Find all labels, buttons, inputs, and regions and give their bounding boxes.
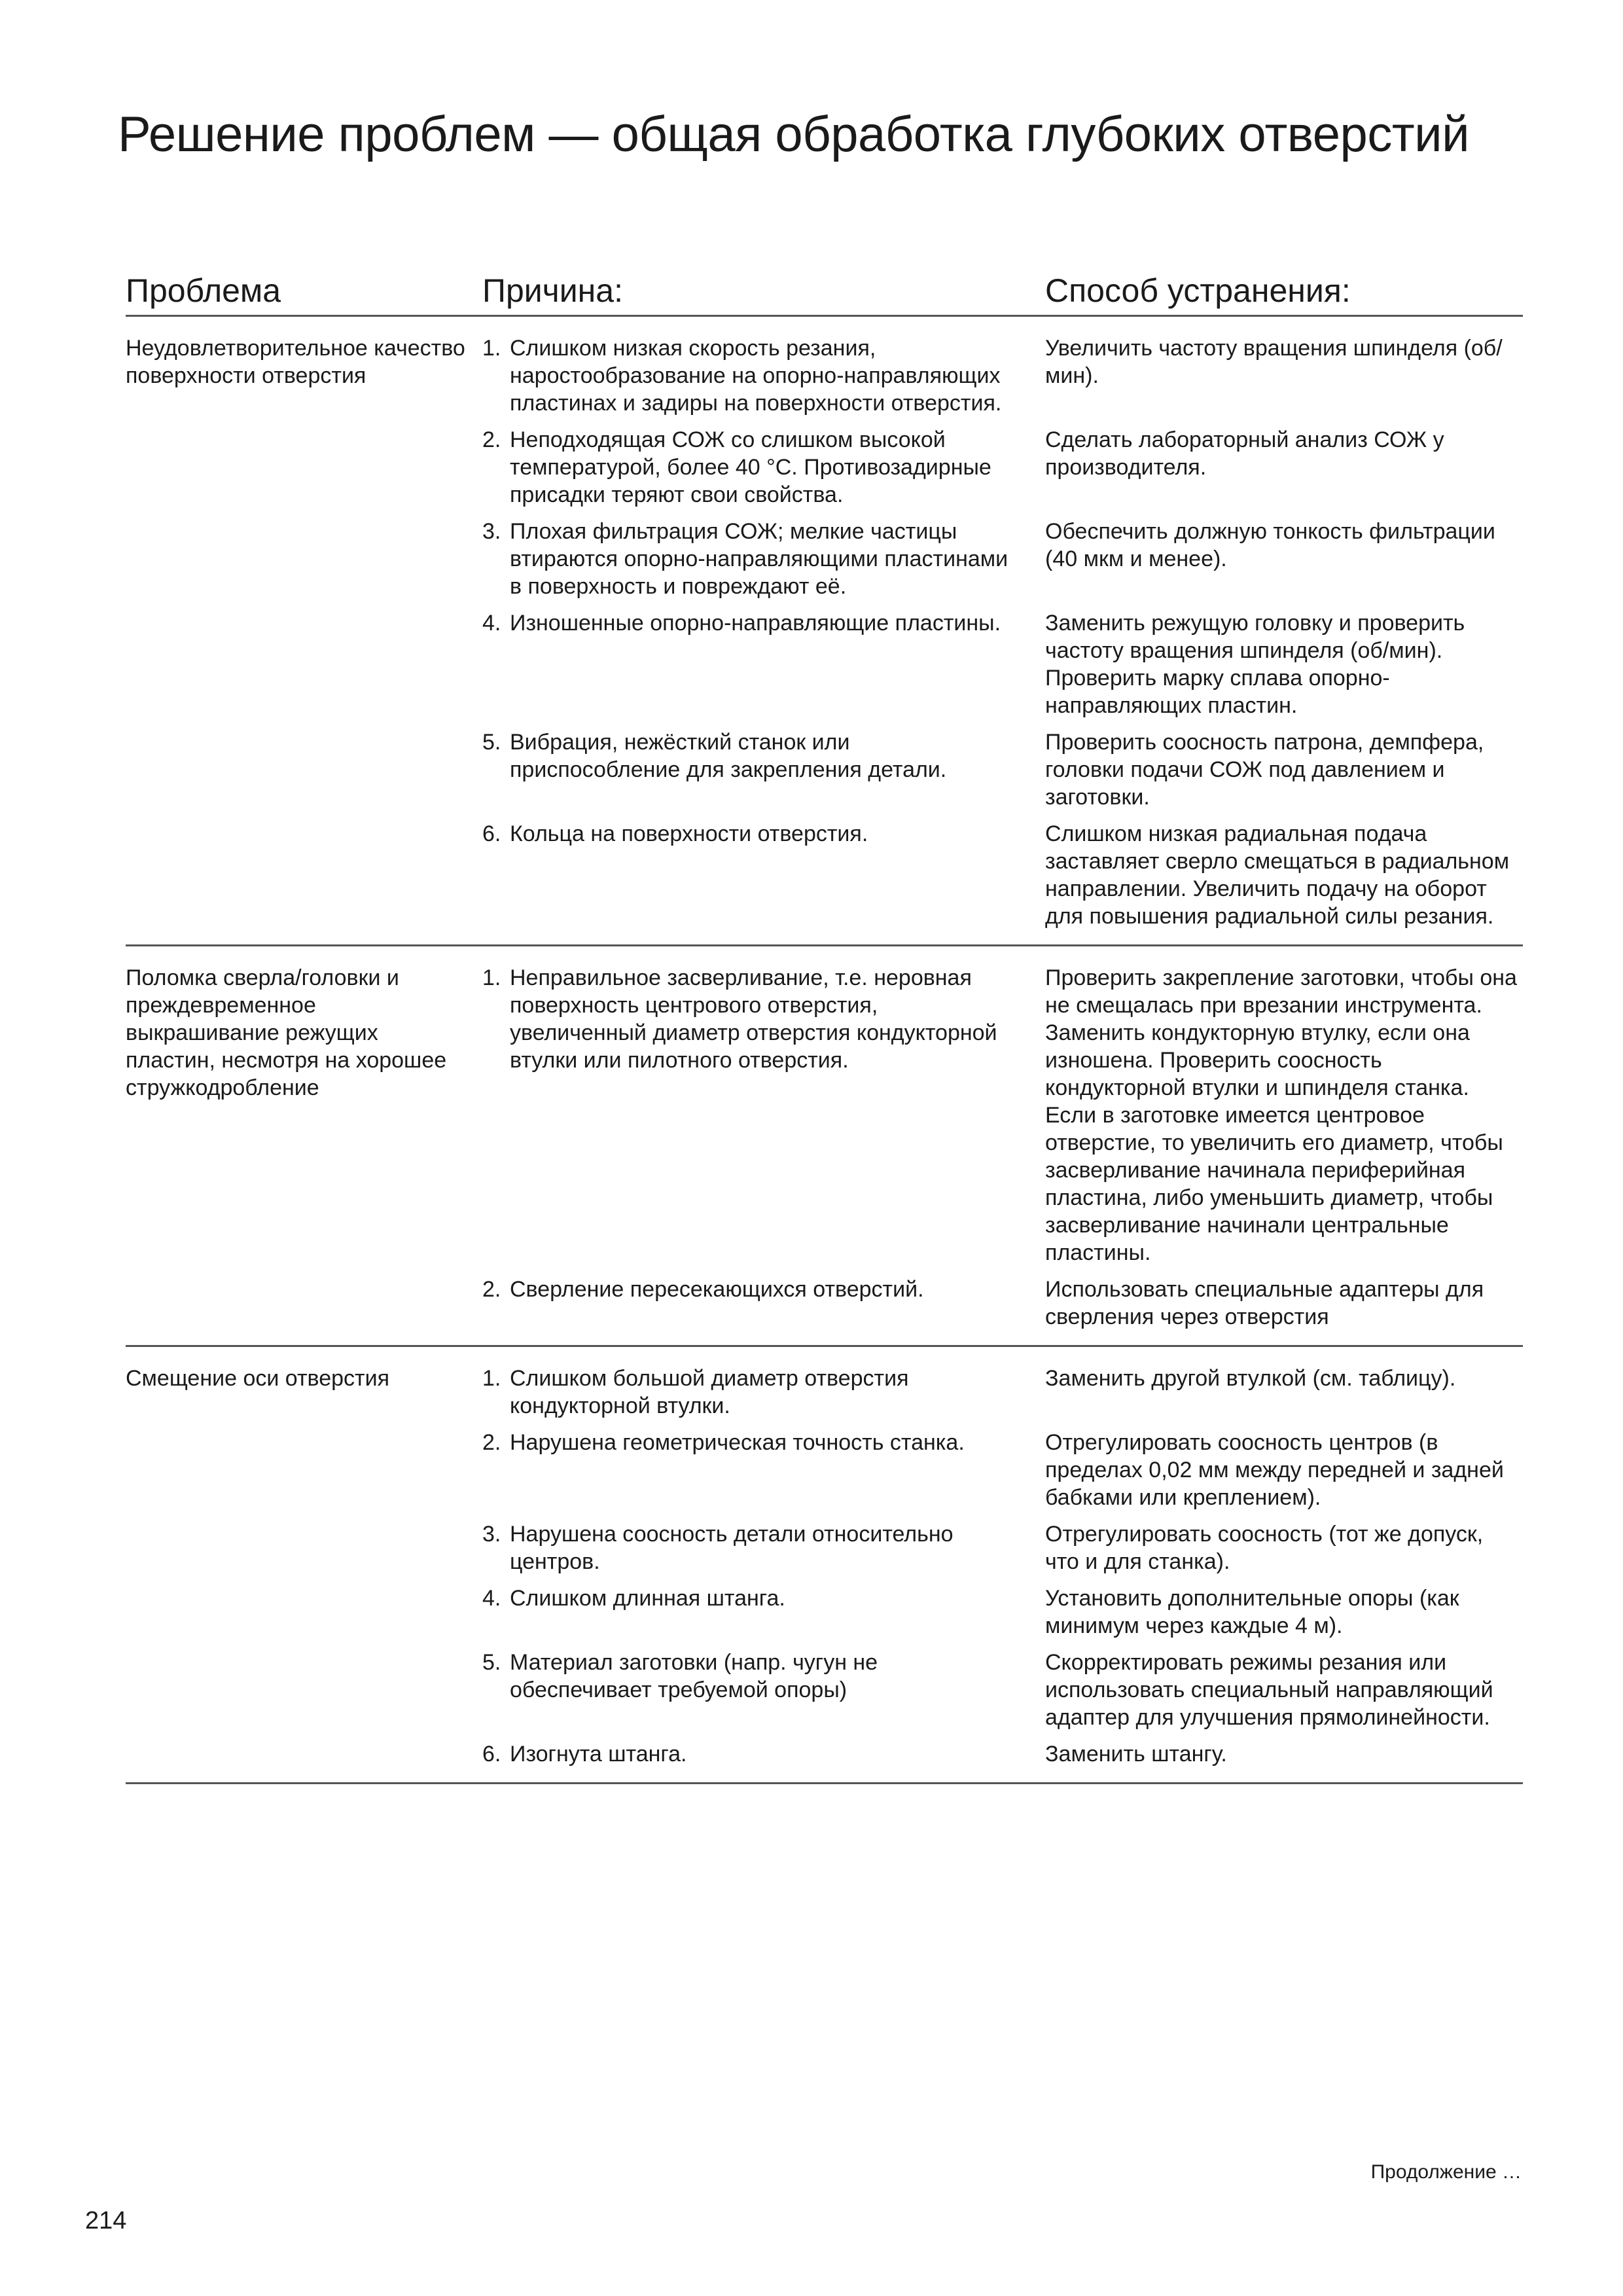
fix-cell: Проверить закрепление заготовки, чтобы она не смещалась при врезании инструмента. Заменить кондукторную втулку, если она изношена. Проверить соосность кондукторной втулки и шпинделя станка. Если в заготовке имеется центровое отверстие, то увеличить его диаметр, чтобы засверливание начинала периферийная пластина, либо уменьшить диаметр, чтобы засверливание начинали центральные пластины. xyxy=(1045,965,1517,1265)
cause-cell xyxy=(482,334,1045,417)
table-row xyxy=(482,609,1523,719)
fix-cell: Слишком низкая радиальная подача заставляет сверло смещаться в радиальном направлении. Увеличить подачу на оборот для повышения радиальной силы резания. xyxy=(1045,821,1510,929)
table-row xyxy=(482,1520,1523,1575)
fix-cell: Установить дополнительные опоры (как минимум через каждые 4 м). xyxy=(1045,1586,1459,1638)
table-row xyxy=(482,426,1523,509)
header-problem: Проблема xyxy=(126,272,281,309)
cause-cell xyxy=(482,1276,1045,1331)
fix-cell: Увеличить частоту вращения шпинделя (об/мин). xyxy=(1045,336,1503,388)
fix-cell: Использовать специальные адаптеры для сверления через отверстия xyxy=(1045,1277,1484,1329)
table-row xyxy=(482,334,1523,417)
fix-cell: Сделать лабораторный анализ СОЖ у производителя. xyxy=(1045,427,1444,480)
table-row xyxy=(482,1365,1523,1420)
cause-number: 1. xyxy=(482,336,501,361)
cause-number: 5. xyxy=(482,730,501,755)
cause-number: 6. xyxy=(482,1742,501,1767)
cause-text: Плохая фильтрация СОЖ; мелкие частицы втираются опорно-направляющими пластинами в поверхность и повреждают её. xyxy=(510,519,1008,599)
table-body xyxy=(126,317,1523,1784)
cause-cell xyxy=(482,1585,1045,1640)
cause-fix-rows xyxy=(482,1365,1523,1768)
cause-text: Слишком низкая скорость резания, наростообразование на опорно-направляющих пластинах и задиры на поверхности отверстия. xyxy=(510,336,1002,416)
table-row xyxy=(482,820,1523,930)
cause-number: 2. xyxy=(482,1277,501,1302)
cause-text: Нарушена соосность детали относительно центров. xyxy=(510,1522,954,1574)
fix-cell: Заменить штангу. xyxy=(1045,1742,1227,1767)
table-section xyxy=(126,317,1523,946)
fix-cell: Отрегулировать соосность центров (в пределах 0,02 мм между передней и задней бабками или креплением). xyxy=(1045,1430,1504,1510)
table-row xyxy=(482,964,1523,1266)
table-section xyxy=(126,1347,1523,1784)
problem-cell: Поломка сверла/головки и преждевременное выкрашивание режущих пластин, несмотря на хорошее стружкодробление xyxy=(126,965,447,1100)
table-header xyxy=(126,272,1523,317)
continued-label: Продолжение … xyxy=(1370,2161,1522,2183)
cause-number: 3. xyxy=(482,1522,501,1547)
fix-cell: Проверить соосность патрона, демпфера, головки подачи СОЖ под давлением и заготовки. xyxy=(1045,730,1484,810)
cause-cell xyxy=(482,1429,1045,1511)
cause-cell xyxy=(482,1649,1045,1731)
cause-cell xyxy=(482,964,1045,1266)
table-section xyxy=(126,946,1523,1347)
cause-text: Вибрация, нежёсткий станок или приспособление для закрепления детали. xyxy=(510,730,947,782)
cause-number: 2. xyxy=(482,427,501,452)
fix-cell: Скорректировать режимы резания или использовать специальный направляющий адаптер для улучшения прямолинейности. xyxy=(1045,1650,1493,1730)
table-row xyxy=(482,728,1523,811)
cause-cell xyxy=(482,1740,1045,1768)
cause-text: Нарушена геометрическая точность станка. xyxy=(510,1430,965,1455)
cause-fix-rows xyxy=(482,964,1523,1331)
header-fix: Способ устранения: xyxy=(1045,272,1351,309)
cause-number: 1. xyxy=(482,1366,501,1391)
cause-cell xyxy=(482,1520,1045,1575)
cause-text: Кольца на поверхности отверстия. xyxy=(510,821,868,846)
header-cause: Причина: xyxy=(482,272,623,309)
cause-text: Слишком длинная штанга. xyxy=(510,1586,785,1611)
fix-cell: Заменить режущую головку и проверить частоту вращения шпинделя (об/мин). Проверить марку сплава опорно-направляющих пластин. xyxy=(1045,611,1465,718)
cause-number: 2. xyxy=(482,1430,501,1455)
cause-fix-rows xyxy=(482,334,1523,930)
fix-cell: Заменить другой втулкой (см. таблицу). xyxy=(1045,1366,1456,1391)
table-row xyxy=(482,518,1523,600)
cause-cell xyxy=(482,518,1045,600)
cause-number: 5. xyxy=(482,1650,501,1675)
cause-text: Материал заготовки (напр. чугун не обеспечивает требуемой опоры) xyxy=(510,1650,878,1702)
cause-number: 4. xyxy=(482,611,501,636)
problem-cell: Неудовлетворительное качество поверхности отверстия xyxy=(126,336,465,388)
cause-text: Неподходящая СОЖ со слишком высокой температурой, более 40 °С. Противозадирные присадки теряют свои свойства. xyxy=(510,427,991,507)
fix-cell: Обеспечить должную тонкость фильтрации (40 мкм и менее). xyxy=(1045,519,1495,571)
page-title: Решение проблем — общая обработка глубоких отверстий xyxy=(118,107,1470,162)
cause-text: Изношенные опорно-направляющие пластины. xyxy=(510,611,1001,636)
table-row xyxy=(482,1740,1523,1768)
problem-cell: Смещение оси отверстия xyxy=(126,1366,390,1391)
cause-text: Неправильное засверливание, т.е. неровная поверхность центрового отверстия, увеличенный диаметр отверстия кондукторной втулки или пилотного отверстия. xyxy=(510,965,997,1073)
cause-text: Слишком большой диаметр отверстия кондукторной втулки. xyxy=(510,1366,909,1418)
page-number: 214 xyxy=(85,2207,127,2234)
cause-text: Сверление пересекающихся отверстий. xyxy=(510,1277,924,1302)
cause-cell xyxy=(482,728,1045,811)
cause-number: 1. xyxy=(482,965,501,990)
cause-cell xyxy=(482,426,1045,509)
cause-number: 3. xyxy=(482,519,501,544)
cause-number: 4. xyxy=(482,1586,501,1611)
cause-cell xyxy=(482,1365,1045,1420)
cause-cell xyxy=(482,609,1045,719)
cause-number: 6. xyxy=(482,821,501,846)
table-row xyxy=(482,1429,1523,1511)
table-row xyxy=(482,1585,1523,1640)
cause-text: Изогнута штанга. xyxy=(510,1742,687,1767)
troubleshooting-table xyxy=(126,272,1523,1784)
cause-cell xyxy=(482,820,1045,930)
fix-cell: Отрегулировать соосность (тот же допуск, что и для станка). xyxy=(1045,1522,1484,1574)
table-row xyxy=(482,1649,1523,1731)
table-row xyxy=(482,1276,1523,1331)
